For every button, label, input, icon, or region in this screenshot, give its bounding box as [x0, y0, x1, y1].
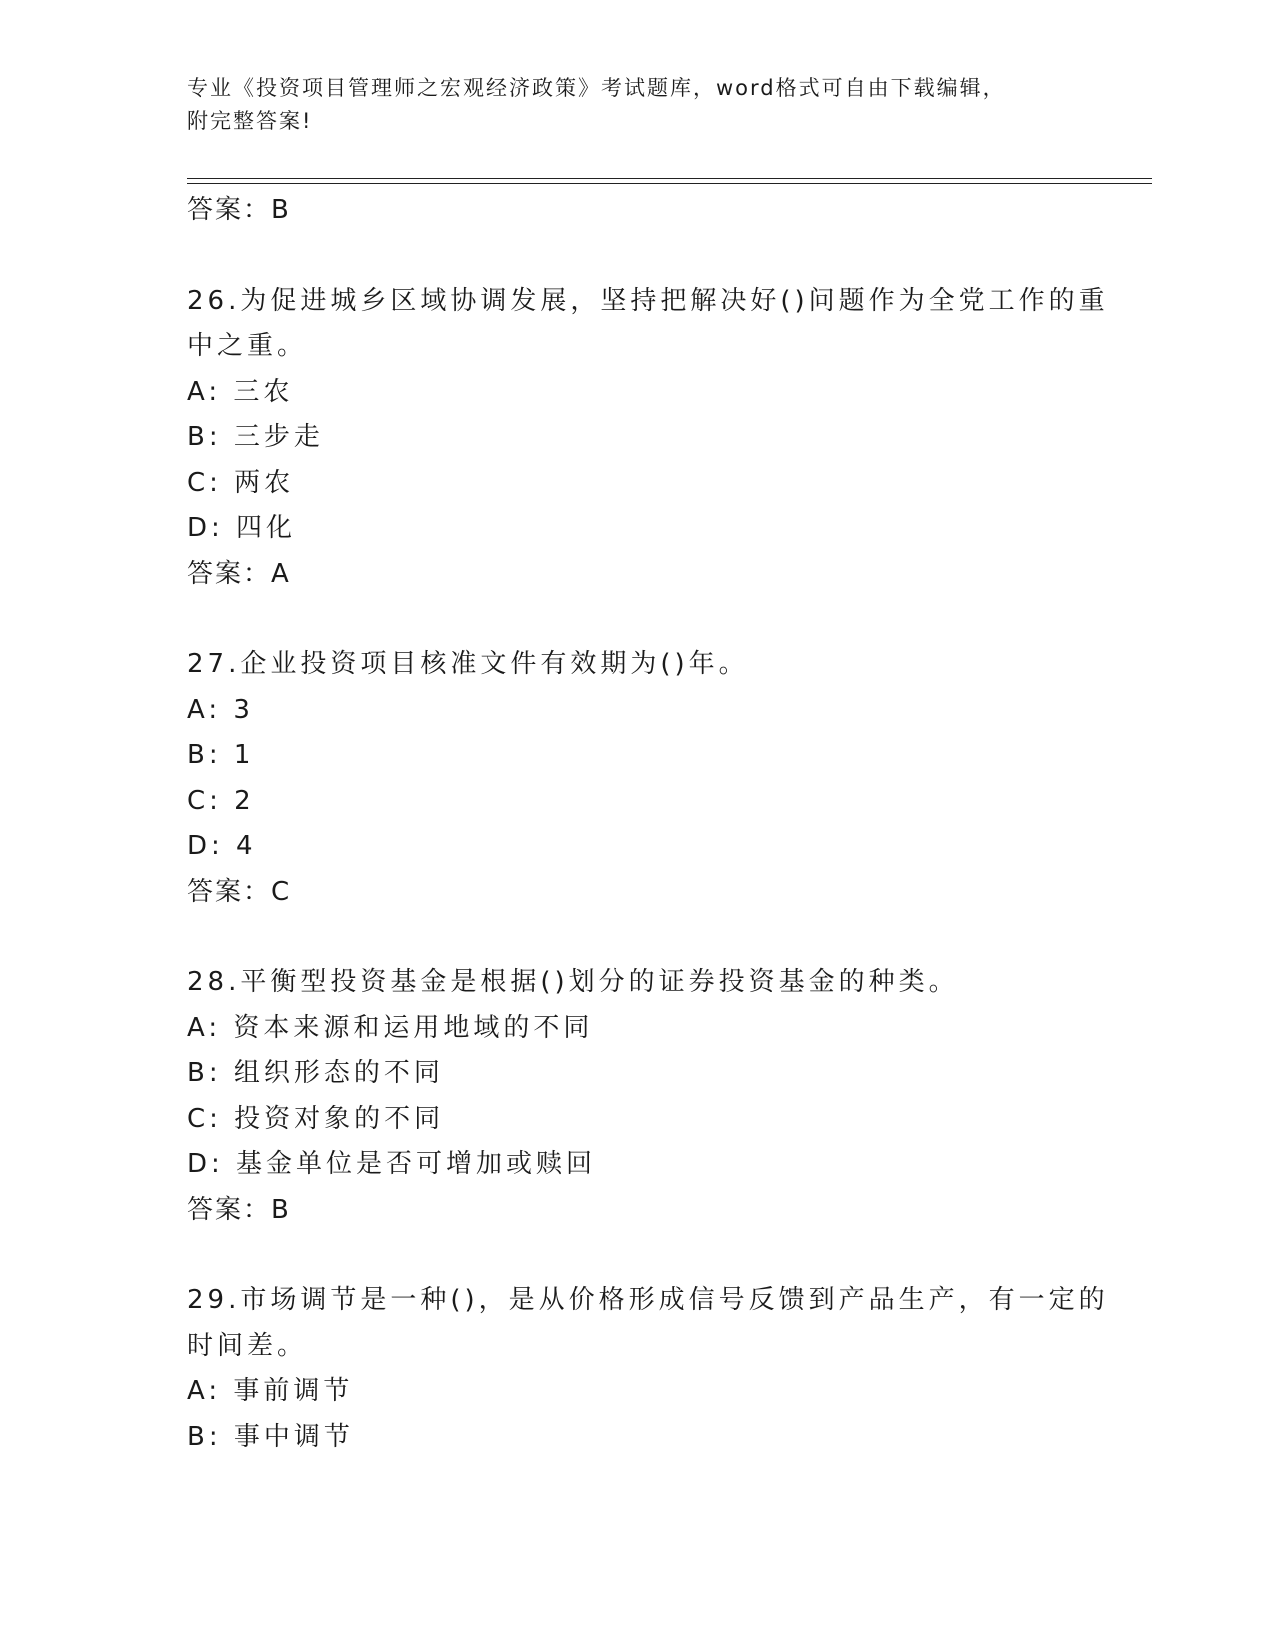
header-divider-bottom: [187, 183, 1152, 184]
answer-line: 答案：A: [187, 558, 291, 589]
question-26: [187, 279, 1109, 598]
question-29: [187, 1278, 1109, 1460]
answer-line: 答案：B: [187, 1194, 291, 1225]
answer-line: 答案：C: [187, 876, 292, 907]
option-d: D: 4: [187, 831, 257, 861]
question-stem: 中之重。: [187, 331, 308, 361]
option-b: B: 三步走: [187, 422, 324, 452]
question-stem: 时间差。: [187, 1330, 308, 1361]
option-b: B: 1: [187, 740, 255, 770]
option-c: C: 两农: [187, 467, 295, 498]
option-d: D: 四化: [187, 513, 297, 543]
question-27: [187, 642, 1087, 915]
header-divider-top: [187, 178, 1152, 179]
question-stem: 28.平衡型投资基金是根据()划分的证券投资基金的种类。: [187, 967, 959, 997]
option-a: A: 事前调节: [187, 1376, 354, 1406]
question-stem: 27.企业投资项目核准文件有效期为()年。: [187, 649, 749, 679]
option-a: A: 资本来源和运用地域的不同: [187, 1012, 594, 1043]
header-line-1: 专业《投资项目管理师之宏观经济政策》考试题库，word格式可自由下载编辑，: [187, 76, 1006, 100]
question-stem: 29.市场调节是一种()，是从价格形成信号反馈到产品生产，有一定的: [187, 1285, 1109, 1315]
option-b: B: 事中调节: [187, 1421, 354, 1452]
option-d: D: 基金单位是否可增加或赎回: [187, 1149, 597, 1179]
option-b: B: 组织形态的不同: [187, 1058, 444, 1088]
option-c: C: 2: [187, 785, 255, 816]
question-list: [187, 188, 1109, 1460]
question-28: [187, 960, 1087, 1233]
question-stem: 26.为促进城乡区域协调发展，坚持把解决好()问题作为全党工作的重: [187, 285, 1109, 316]
answer-line: 答案：B: [187, 195, 291, 225]
header-line-2: 附完整答案!: [187, 109, 313, 133]
option-a: A: 三农: [187, 376, 294, 407]
option-a: A: 3: [187, 694, 254, 725]
option-c: C: 投资对象的不同: [187, 1103, 445, 1134]
document-header: [187, 72, 1087, 138]
